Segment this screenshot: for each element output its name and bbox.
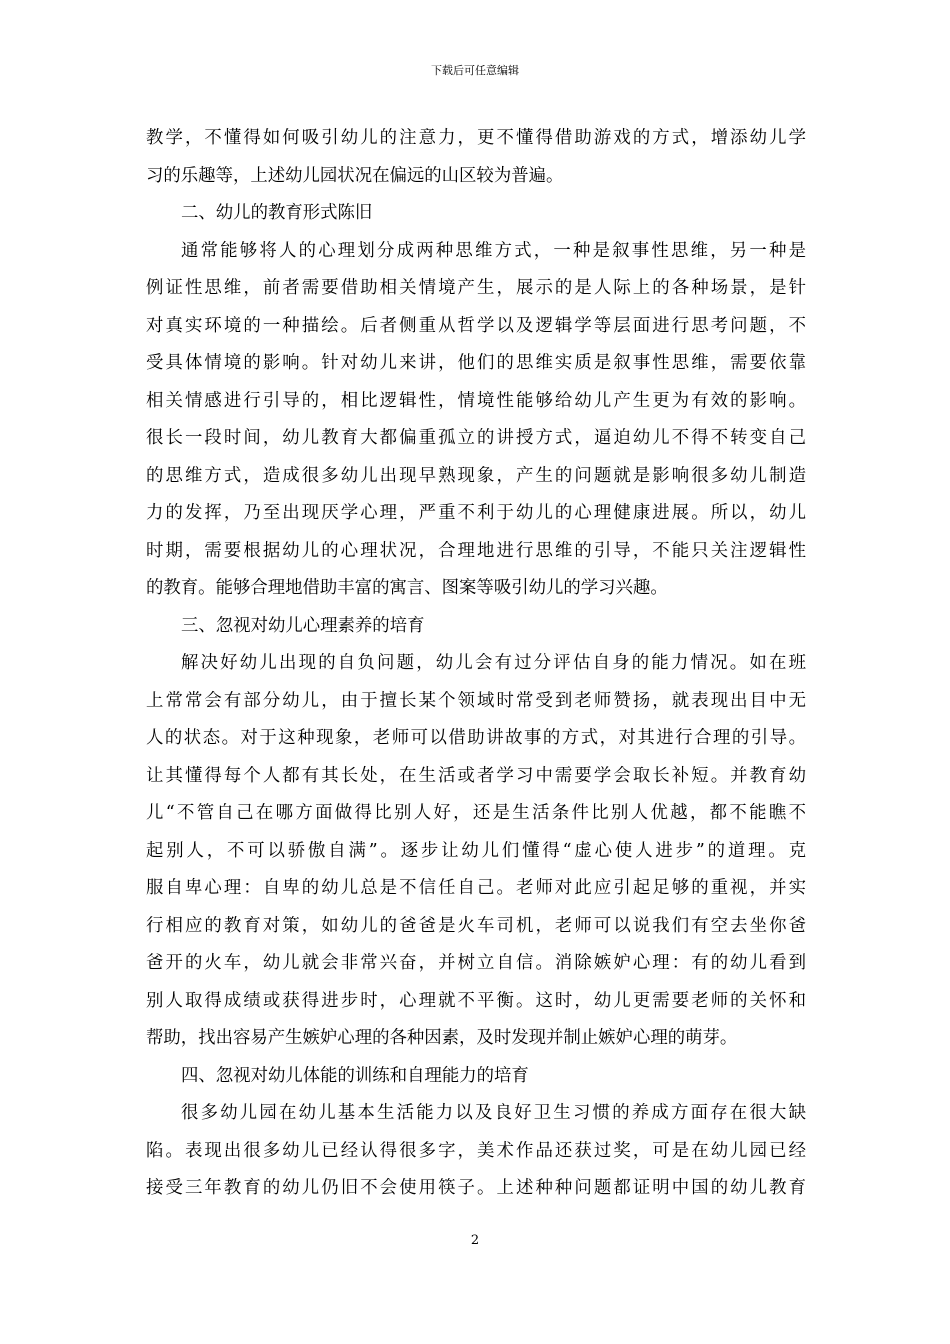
page-number: 2	[470, 1233, 480, 1248]
paragraph-line: 的思维方式，造成很多幼儿出现早熟现象，产生的问题就是影响很多幼儿制造	[146, 465, 806, 486]
paragraph-line: 很多幼儿园在幼儿基本生活能力以及良好卫生习惯的养成方面存在很大缺	[181, 1103, 806, 1123]
paragraph-line: 教学，不懂得如何吸引幼儿的注意力，更不懂得借助游戏的方式，增添幼儿学	[146, 128, 806, 148]
paragraph-line: 的教育。能够合理地借助丰富的寓言、图案等吸引幼儿的学习兴趣。	[146, 578, 668, 598]
section-heading: 二、幼儿的教育形式陈旧	[181, 203, 373, 223]
paragraph-line: 解决好幼儿出现的自负问题，幼儿会有过分评估自身的能力情况。如在班	[181, 653, 806, 673]
page-header: 下载后可任意编辑	[431, 64, 519, 77]
paragraph-line: 帮助，找出容易产生嫉妒心理的各种因素，及时发现并制止嫉妒心理的萌芽。	[146, 1028, 738, 1048]
paragraph-line: 让其懂得每个人都有其长处，在生活或者学习中需要学会取长补短。并教育幼	[146, 765, 806, 786]
paragraph-line: 起别人，不可以骄傲自满”。逐步让幼儿们懂得“虚心使人进步”的道理。克	[146, 840, 806, 861]
paragraph-line: 别人取得成绩或获得进步时，心理就不平衡。这时，幼儿更需要老师的关怀和	[146, 990, 806, 1011]
paragraph-line: 人的状态。对于这种现象，老师可以借助讲故事的方式，对其进行合理的引导。	[146, 728, 806, 748]
paragraph-line: 通常能够将人的心理划分成两种思维方式，一种是叙事性思维，另一种是	[181, 240, 806, 261]
section-heading: 四、忽视对幼儿体能的训练和自理能力的培育	[181, 1065, 529, 1086]
paragraph-line: 受具体情境的影响。针对幼儿来讲，他们的思维实质是叙事性思维，需要依靠	[146, 353, 806, 373]
paragraph-line: 习的乐趣等，上述幼儿园状况在偏远的山区较为普遍。	[146, 165, 564, 186]
paragraph-line: 很长一段时间，幼儿教育大都偏重孤立的讲授方式，逼迫幼儿不得不转变自己	[146, 428, 806, 448]
paragraph-line: 行相应的教育对策，如幼儿的爸爸是火车司机，老师可以说我们有空去坐你爸	[146, 915, 806, 936]
paragraph-line: 例证性思维，前者需要借助相关情境产生，展示的是人际上的各种场景，是针	[146, 278, 806, 298]
paragraph-line: 接受三年教育的幼儿仍旧不会使用筷子。上述种种问题都证明中国的幼儿教育	[146, 1178, 806, 1198]
paragraph-line: 相关情感进行引导的，相比逻辑性，情境性能够给幼儿产生更为有效的影响。	[146, 390, 806, 411]
paragraph-line: 爸开的火车，幼儿就会非常兴奋，并树立自信。消除嫉妒心理：有的幼儿看到	[146, 953, 806, 973]
section-heading: 三、忽视对幼儿心理素养的培育	[181, 615, 425, 636]
paragraph-line: 服自卑心理：自卑的幼儿总是不信任自己。老师对此应引起足够的重视，并实	[146, 878, 806, 898]
document-body	[146, 120, 806, 1208]
paragraph-line: 力的发挥，乃至出现厌学心理，严重不利于幼儿的心理健康进展。所以，幼儿	[146, 503, 806, 523]
paragraph-line: 儿“不管自己在哪方面做得比别人好，还是生活条件比别人优越，都不能瞧不	[146, 803, 806, 823]
paragraph-line: 对真实环境的一种描绘。后者侧重从哲学以及逻辑学等层面进行思考问题，不	[146, 315, 806, 336]
paragraph-line: 时期，需要根据幼儿的心理状况，合理地进行思维的引导，不能只关注逻辑性	[146, 540, 806, 561]
paragraph-line: 上常常会有部分幼儿，由于擅长某个领域时常受到老师赞扬，就表现出目中无	[146, 690, 806, 711]
paragraph-line: 陷。表现出很多幼儿已经认得很多字，美术作品还获过奖，可是在幼儿园已经	[146, 1140, 806, 1161]
